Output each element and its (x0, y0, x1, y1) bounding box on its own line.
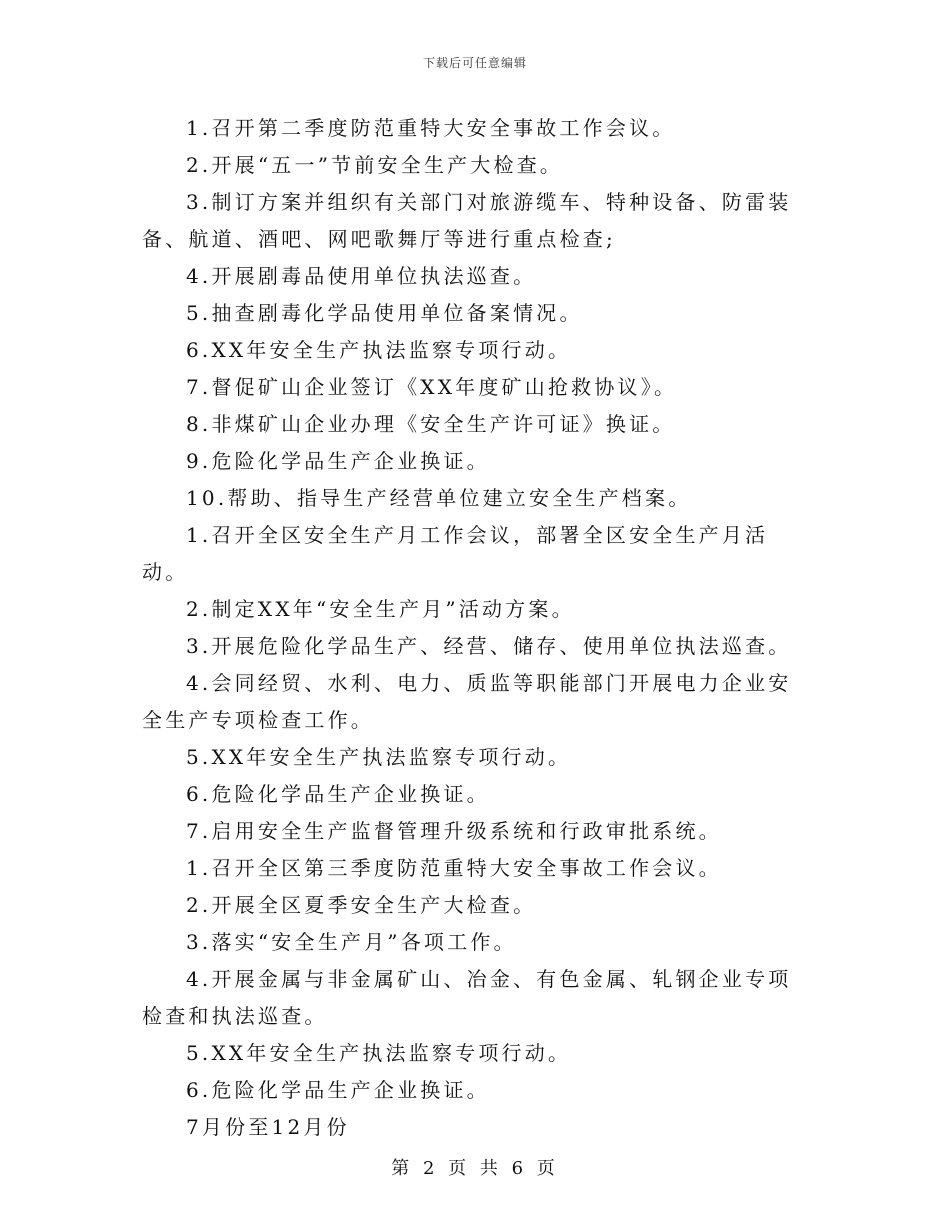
paragraph: 3.落实“安全生产月”各项工作。 (186, 930, 517, 954)
document-body (142, 110, 802, 1146)
paragraph: 6.危险化学品生产企业换证。 (186, 782, 490, 806)
paragraph: 10.帮助、指导生产经营单位建立安全生产档案。 (186, 486, 692, 510)
paragraph: 5.抽查剧毒化学品使用单位备案情况。 (186, 301, 583, 325)
paragraph: 1.召开第二季度防范重特大安全事故工作会议。 (186, 116, 676, 140)
page-header: 下载后可任意编辑 (422, 56, 527, 70)
paragraph: 3.制订方案并组织有关部门对旅游缆车、特种设备、防雷装备、航道、酒吧、网吧歌舞厅等进行重点检查; (142, 190, 792, 251)
paragraph: 2.制定XX年“安全生产月”活动方案。 (186, 597, 575, 621)
paragraph: 4.开展金属与非金属矿山、冶金、有色金属、轧钢企业专项检查和执法巡查。 (142, 967, 792, 1028)
paragraph: 7.启用安全生产监督管理升级系统和行政审批系统。 (186, 819, 722, 843)
paragraph: 8.非煤矿山企业办理《安全生产许可证》换证。 (186, 412, 676, 436)
paragraph: 2.开展“五一”节前安全生产大检查。 (186, 153, 564, 177)
paragraph: 1.召开全区第三季度防范重特大安全事故工作会议。 (186, 856, 722, 880)
paragraph: 7.督促矿山企业签订《XX年度矿山抢救协议》。 (186, 375, 678, 399)
paragraph: 7月份至12月份 (186, 1115, 350, 1139)
paragraph: 5.XX年安全生产执法监察专项行动。 (186, 745, 572, 769)
paragraph: 1.召开全区安全生产月工作会议，部署全区安全生产月活动。 (142, 523, 769, 584)
paragraph: 2.开展全区夏季安全生产大检查。 (186, 893, 537, 917)
paragraph: 3.开展危险化学品生产、经营、储存、使用单位执法巡查。 (186, 634, 792, 658)
paragraph: 6.XX年安全生产执法监察专项行动。 (186, 338, 572, 362)
paragraph: 5.XX年安全生产执法监察专项行动。 (186, 1041, 572, 1065)
paragraph: 4.会同经贸、水利、电力、质监等职能部门开展电力企业安全生产专项检查工作。 (142, 671, 792, 732)
paragraph: 4.开展剧毒品使用单位执法巡查。 (186, 264, 537, 288)
paragraph: 6.危险化学品生产企业换证。 (186, 1078, 490, 1102)
paragraph: 9.危险化学品生产企业换证。 (186, 449, 490, 473)
page-footer: 第 2 页 共 6 页 (391, 1158, 559, 1179)
